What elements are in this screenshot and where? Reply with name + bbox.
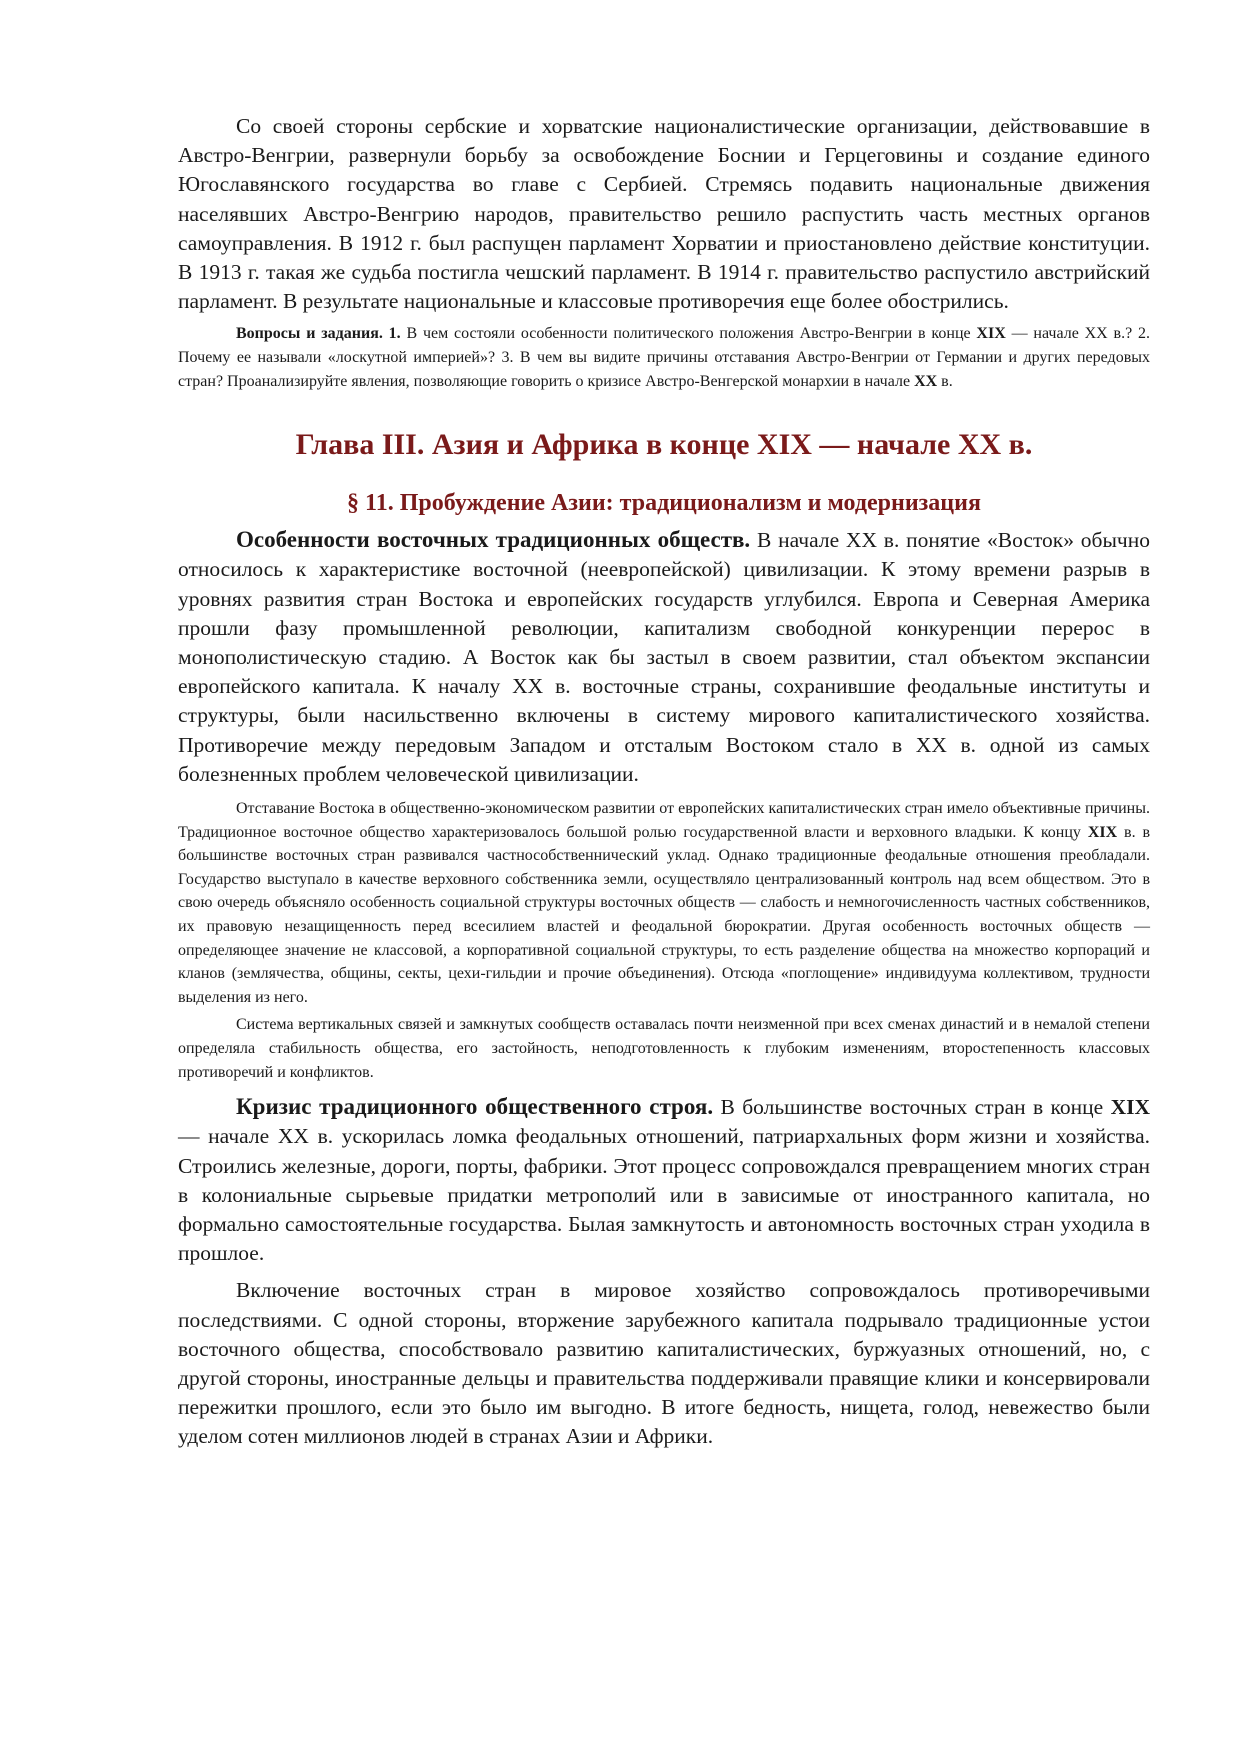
small-paragraph-lag-xix: XIX [1087, 823, 1118, 841]
section-title: § 11. Пробуждение Азии: традиционализм и модернизация [347, 490, 981, 517]
questions-text-2: — начале XX в.? 2. Почему ее называли «лоскутной империей»? 3. В чем вы видите причины отставания Австро-Венгрии от Германии и других передовых стран? Проанализируйте явления, позволяющие говорить о кризисе Австро-Венгерской монархии в начале [178, 325, 1150, 390]
questions-text-1: В чем состояли особенности политического положения Австро-Венгрии в конце [400, 325, 977, 343]
questions-block [178, 322, 1150, 393]
subsection-heading-eastern-societies: Особенности восточных традиционных обществ. [236, 527, 751, 553]
questions-xix: XIX [976, 325, 1006, 343]
questions-xx: XX [914, 372, 938, 390]
small-paragraph-lag [178, 797, 1150, 1009]
small-paragraph-vertical-links: Система вертикальных связей и замкнутых сообществ оставалась почти неизменной при всех сменах династий и в немалой степени определяла стабильность общества, его застойность, неподготовленность к глубоким изменениям, второстепенность классовых противоречий и конфликтов. [178, 1016, 1150, 1081]
questions-text-3: в. [937, 372, 953, 390]
questions-label: Вопросы и задания. 1. [236, 325, 401, 343]
small-paragraph-lag-text-2: в. в большинстве восточных стран развивался частнособственнический уклад. Однако традиционные феодальные отношения преобладали. Государство выступало в качестве верховного собственника земли, осуществляло централизованный контроль над всем обществом. Это в свою очередь объясняло особенность социальной структуры восточных обществ — слабость и немногочисленность частных собственников, их правовую незащищенность перед всесилием властей и феодальной бюрократии. Другая особенность восточных обществ — определяющее значение не классовой, а корпоративной социальной структуры, то есть разделение общества на множество корпораций и кланов (землячества, общины, секты, цехи-гильдии и прочие объединения). Отсюда «поглощение» индивидуума коллективом, трудности выделения из него. [178, 823, 1151, 1006]
paragraph-crisis [178, 1092, 1150, 1268]
subsection-heading-crisis: Кризис традиционного общественного строя. [236, 1094, 714, 1120]
paragraph-crisis-text-2: — начале XX в. ускорилась ломка феодальных отношений, патриархальных форм жизни и хозяйства. Строились железные, дороги, порты, фабрики. Этот процесс сопровождался превращением многих стран в колониальные сырьевые придатки метрополий или в зависимые от иностранного капитала, но формально самостоятельные государства. Былая замкнутость и автономность восточных стран уходила в прошлое. [178, 1124, 1150, 1266]
paragraph-austria-hungary: Со своей стороны сербские и хорватские националистические организации, действовавшие в Австро-Венгрии, развернули борьбу за освобождение Боснии и Герцеговины и создание единого Югославянского государства во главе с Сербией. Стремясь подавить национальные движения населявших Австро-Венгрию народов, правительство решило распустить часть местных органов самоуправления. В 1912 г. был распущен парламент Хорватии и приостановлено действие конституции. В 1913 г. такая же судьба постигла чешский парламент. В 1914 г. правительство распустило австрийский парламент. В результате национальные и классовые противоречия еще более обострились. [178, 114, 1150, 314]
small-paragraph-lag-text-1: Отставание Востока в общественно-экономическом развитии от европейских капиталистических стран имело объективные причины. Традиционное восточное общество характеризовалось большой ролью государственной власти и верховного владыки. К концу [178, 800, 1150, 841]
paragraph-crisis-xix: XIX [1110, 1095, 1151, 1120]
paragraph-eastern-societies-text: В начале XX в. понятие «Восток» обычно относилось к характеристике восточной (неевропейской) цивилизации. К этому времени разрыв в уровнях развития стран Востока и европейских государств углубился. Европа и Северная Америка прошли фазу промышленной революции, капитализм свободной конкуренции перерос в монополистическую стадию. А Восток как бы застыл в своем развитии, стал объектом экспансии европейского капитала. К началу XX в. восточные страны, сохранившие феодальные институты и структуры, были насильственно включены в систему мирового капиталистического хозяйства. Противоречие между передовым Западом и отсталым Востоком стало в XX в. одной из самых болезненных проблем человеческой цивилизации. [178, 528, 1151, 786]
paragraph-eastern-societies [178, 525, 1150, 789]
paragraph-crisis-text-1: В большинстве восточных стран в конце [713, 1095, 1111, 1120]
paragraph-world-economy: Включение восточных стран в мировое хозяйство сопровождалось противоречивыми последствиями. С одной стороны, вторжение зарубежного капитала подрывало традиционные устои восточного общества, способствовало развитию капиталистических, буржуазных отношений, но, с другой стороны, иностранные дельцы и правительства поддерживали правящие клики и консервировали пережитки прошлого, если это было им выгодно. В итоге бедность, нищета, голод, невежество были уделом сотен миллионов людей в странах Азии и Африки. [178, 1278, 1150, 1449]
chapter-title: Глава III. Азия и Африка в конце XIX — начале XX в. [295, 428, 1033, 462]
page [178, 112, 1150, 1452]
